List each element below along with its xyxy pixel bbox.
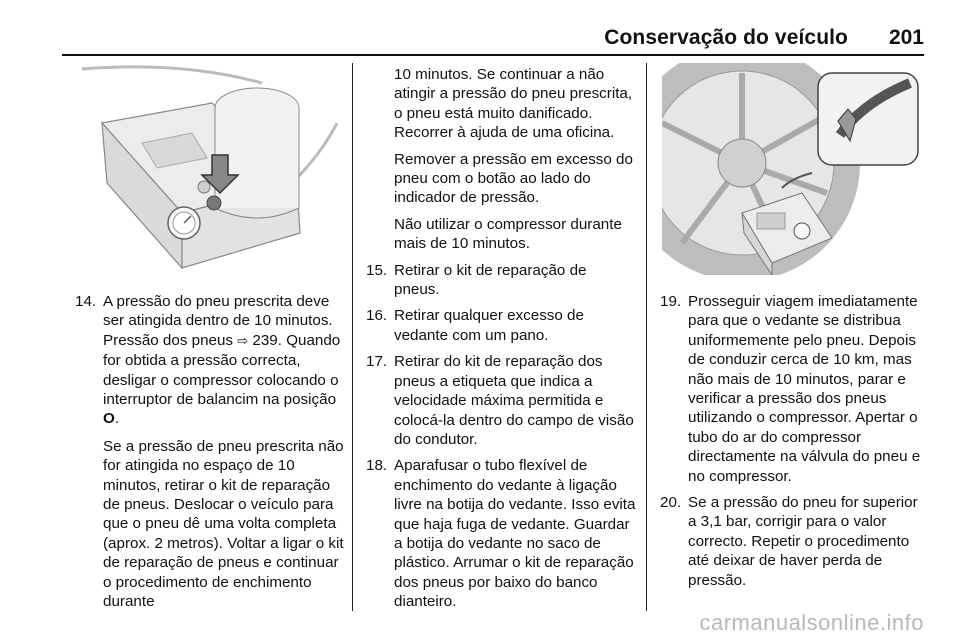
column-divider-left [352, 63, 353, 611]
page-ref-arrow-icon: ⇨ [237, 333, 249, 349]
middle-paragraph-2: Remover a pressão em excesso do pneu com o botão ao lado do indicador de pressão. [394, 150, 633, 207]
compressor-drawing [62, 63, 342, 275]
switch-position-label: O [103, 410, 115, 428]
step-number: 14. [75, 293, 97, 310]
header-rule [62, 54, 924, 56]
middle-paragraph-1: 10 minutos. Se continuar a não atingir a pressão do pneu prescrita, o pneu está muito danificado. Recorrer à ajuda de uma oficina. [394, 66, 633, 142]
page-number: 201 [888, 26, 924, 49]
step-14-text-after-ref: . Quando for obtida a pressão correcta, desligar o compressor colocando o interruptor de balancim na posição [103, 331, 341, 409]
step-19 [660, 292, 928, 486]
step-14-text-rest: ser atingida dentro de 10 minutos. Pressão dos pneus [103, 312, 333, 349]
step-14-text-end: . [114, 410, 120, 428]
page-title: Conservação do veículo [604, 26, 848, 49]
step-15 [366, 261, 636, 300]
step-14-paragraph-1 [103, 292, 345, 429]
step-text: Prosseguir viagem imediatamente para que o vedante se distribua uniformemente pelo pneu. Depois de conduzir cerca de 10 km, mas não mais de 10 minutos, parar e verificar a pressão dos pneus utilizando o compressor. Apertar o tubo do ar do compressor directamente na válvula do pneu e no compressor. [688, 293, 921, 485]
compressor-illustration [62, 63, 342, 275]
step-number: 17. [366, 353, 388, 371]
step-17 [366, 352, 636, 449]
middle-column [366, 65, 636, 619]
watermark: carmanualsonline.info [699, 610, 924, 635]
page-ref-link[interactable]: 239 [252, 331, 278, 349]
step-18 [366, 456, 636, 611]
step-14-text-start: A pressão do pneu prescrita deve [103, 293, 330, 310]
step-text: Se a pressão do pneu for superior a 3,1 bar, corrigir para o valor correcto. Repetir o procedimento até deixar de haver perda de pressão. [688, 494, 918, 589]
step-14 [75, 292, 345, 612]
step-20 [660, 493, 928, 590]
left-column [75, 292, 345, 619]
continued-paragraph [366, 65, 636, 254]
page-header [0, 0, 960, 56]
step-14-paragraph-2: Se a pressão de pneu prescrita não for atingida no espaço de 10 minutos, retirar o kit de reparação de pneus. Deslocar o veículo para que o pneu dê uma volta completa (aprox. 2 metros). Voltar a ligar o kit de reparação de pneus e continuar o procedimento de enchimento durante [103, 437, 344, 611]
middle-paragraph-3: Não utilizar o compressor durante mais de 10 minutos. [394, 215, 622, 253]
step-number: 20. [660, 494, 682, 512]
tyre-drawing [662, 63, 924, 275]
column-divider-right [646, 63, 647, 611]
step-text: Aparafusar o tubo flexível de enchimento do vedante à ligação livre na botija do vedante. Isso evita que haja fuga de vedante. Guardar a botija do vedante no saco de plástico. Arrumar o kit de reparação dos pneus por baixo do banco dianteiro. [394, 457, 636, 611]
step-16 [366, 306, 636, 345]
step-number: 19. [660, 293, 682, 310]
tyre-valve-illustration [662, 63, 924, 275]
step-number: 18. [366, 457, 388, 475]
right-column [660, 292, 928, 597]
step-number: 16. [366, 307, 388, 325]
step-text: Retirar o kit de reparação de pneus. [394, 261, 587, 299]
step-text: Retirar qualquer excesso de vedante com um pano. [394, 307, 584, 344]
step-number: 15. [366, 261, 388, 279]
step-text: Retirar do kit de reparação dos pneus a etiqueta que indica a velocidade máxima permitida e colocá-la dentro do campo de visão do condutor. [394, 353, 634, 448]
